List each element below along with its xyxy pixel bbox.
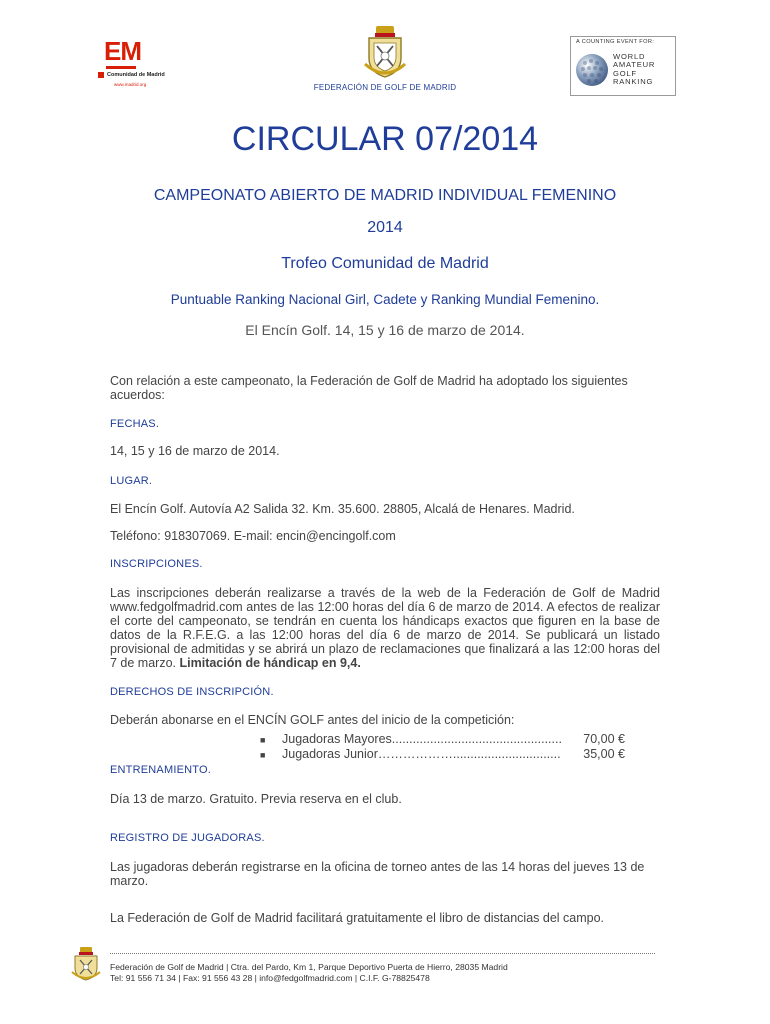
- heading-inscripciones: INSCRIPCIONES.: [110, 558, 203, 570]
- fees-list: [260, 732, 625, 762]
- logo-subtitle: Comunidad de Madrid: [107, 72, 165, 78]
- logo-subtitle-row: [98, 72, 168, 78]
- federacion-caption: FEDERACIÓN DE GOLF DE MADRID: [313, 83, 457, 92]
- list-item: [260, 732, 625, 747]
- registro-text-2: La Federación de Golf de Madrid facilitará gratuitamente el libro de distancias del campo.: [110, 911, 605, 925]
- heading-registro: REGISTRO DE JUGADORAS.: [110, 832, 265, 844]
- heading-fechas: FECHAS.: [110, 418, 160, 430]
- footer-divider: [110, 953, 655, 954]
- heading-entrenamiento: ENTRENAMIENTO.: [110, 764, 211, 776]
- fee-label: Jugadoras Mayores.................................................: [282, 732, 562, 746]
- star-icon: [106, 66, 136, 69]
- logo-small-text: www.madrid.org: [114, 82, 147, 87]
- list-item: [260, 747, 625, 762]
- wagr-tagline: A COUNTING EVENT FOR:: [576, 39, 655, 45]
- wagr-logo: [570, 36, 676, 96]
- heading-lugar: LUGAR.: [110, 475, 153, 487]
- flag-icon: [98, 72, 104, 78]
- fee-amount: 35,00 €: [583, 747, 625, 761]
- lugar-contact: Teléfono: 918307069. E-mail: encin@encingolf.com: [110, 529, 396, 543]
- handicap-limit: Limitación de hándicap en 9,4.: [179, 656, 361, 670]
- footer-line-1: Federación de Golf de Madrid | Ctra. del Pardo, Km 1, Parque Deportivo Puerta de Hierro, 28035 Madrid: [110, 962, 508, 972]
- footer-crest-icon: [70, 946, 102, 982]
- venue-date-line: El Encín Golf. 14, 15 y 16 de marzo de 2014.: [245, 322, 525, 338]
- footer-line-2: Tel: 91 556 71 34 | Fax: 91 556 43 28 | info@fedgolfmadrid.com | C.I.F. G-78825478: [110, 973, 430, 983]
- footer-address: [110, 962, 670, 984]
- lugar-address: El Encín Golf. Autovía A2 Salida 32. Km. 35.600. 28805, Alcalá de Henares. Madrid.: [110, 502, 575, 516]
- puntuable-subtitle: Puntuable Ranking Nacional Girl, Cadete y Ranking Mundial Femenino.: [170, 292, 600, 307]
- inscripciones-text: Las inscripciones deberán realizarse a través de la web de la Federación de Golf de Madrid www.fedgolfmadrid.com antes de las 12:00 horas del día 6 de marzo de 2014. A efectos de realizar el corte del campeonato, se tendrán en cuenta los hándicaps exactos que figuren en la base de datos de la R.F.E.G. a las 12:00 horas del día 6 de marzo de 2014. Se publicará un listado provisional de admitidas y se abrirá un plazo de reclamaciones que finalizará a las 12:00 horas del 7 de marzo.: [110, 586, 660, 670]
- wagr-line-2: AMATEUR: [613, 60, 656, 70]
- championship-title: [0, 180, 770, 244]
- wagr-line-3: GOLF: [613, 68, 637, 78]
- federacion-crest-icon: [360, 24, 410, 80]
- wagr-name: [613, 53, 655, 87]
- championship-line-1: CAMPEONATO ABIERTO DE MADRID INDIVIDUAL FEMENINO: [153, 187, 617, 204]
- heading-derechos: DERECHOS DE INSCRIPCIÓN.: [110, 686, 274, 698]
- inscripciones-paragraph: [110, 586, 660, 670]
- fee-label: Jugadoras Junior………………...............................: [282, 747, 561, 761]
- bullet-icon: ■: [260, 735, 266, 745]
- championship-line-2: 2014: [367, 219, 403, 236]
- bullet-icon: ■: [260, 750, 266, 760]
- page-title: CIRCULAR 07/2014: [231, 120, 539, 158]
- fechas-text: 14, 15 y 16 de marzo de 2014.: [110, 444, 280, 458]
- entrenamiento-text: Día 13 de marzo. Gratuito. Previa reserva en el club.: [110, 792, 402, 806]
- golf-ball-icon: [575, 53, 609, 87]
- trofeo-title: Trofeo Comunidad de Madrid: [281, 255, 489, 272]
- registro-text: Las jugadoras deberán registrarse en la oficina de torneo antes de las 14 horas del jueves 13 de marzo.: [110, 860, 645, 888]
- wagr-line-1: WORLD: [613, 52, 646, 61]
- logo-mark: EM: [104, 36, 141, 66]
- derechos-text: Deberán abonarse en el ENCÍN GOLF antes del inicio de la competición:: [110, 713, 515, 727]
- wagr-line-4: RANKING: [613, 77, 654, 87]
- fee-amount: 70,00 €: [583, 732, 625, 746]
- intro-paragraph: Con relación a este campeonato, la Federación de Golf de Madrid ha adoptado los siguientes acuerdos:: [110, 374, 628, 402]
